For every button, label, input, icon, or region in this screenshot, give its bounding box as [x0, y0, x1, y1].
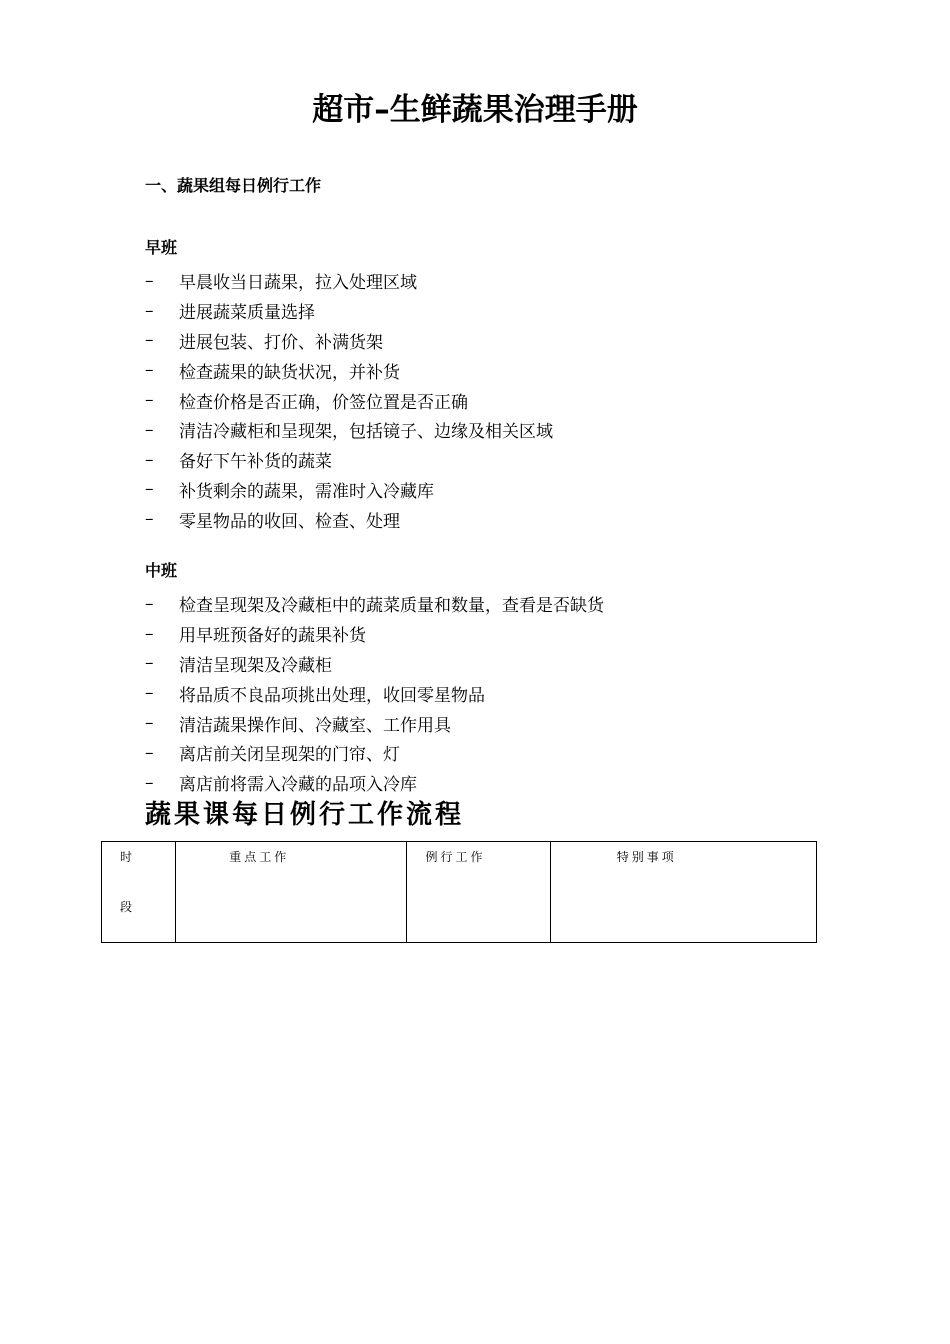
bullet-dash: – — [145, 742, 154, 763]
list-item — [145, 475, 845, 505]
workflow-table — [101, 841, 817, 943]
task-text: 进展蔬菜质量选择 — [179, 303, 315, 324]
task-text: 检查呈现架及冷藏柜中的蔬菜质量和数量，查看是否缺货 — [179, 596, 604, 617]
bullet-dash: – — [145, 653, 154, 674]
middle-task-list — [145, 589, 845, 798]
section-heading-daily-routine: 一、蔬果组每日例行工作 — [145, 176, 322, 195]
list-item — [145, 296, 845, 326]
list-item — [145, 738, 845, 768]
task-text: 检查价格是否正确，价签位置是否正确 — [179, 392, 468, 413]
task-text: 清洁冷藏柜和呈现架，包括镜子、边缘及相关区域 — [179, 422, 553, 443]
list-item — [145, 445, 845, 475]
task-text: 备好下午补货的蔬菜 — [179, 452, 332, 473]
period-char: 段 — [120, 900, 136, 914]
list-item — [145, 708, 845, 738]
morning-task-list — [145, 266, 845, 534]
header-routine-work: 例行工作 — [407, 842, 550, 943]
header-key-work: 重点工作 — [176, 842, 407, 943]
middle-shift-section — [145, 559, 845, 798]
header-period — [102, 842, 176, 943]
bullet-dash: – — [145, 683, 154, 704]
bullet-dash: – — [145, 509, 154, 530]
task-text: 检查蔬果的缺货状况，并补货 — [179, 362, 400, 383]
document-title: 超市–生鲜蔬果治理手册 — [312, 92, 638, 128]
list-item — [145, 768, 845, 798]
list-item — [145, 326, 845, 356]
bullet-dash: – — [145, 479, 154, 500]
list-item — [145, 504, 845, 534]
list-item — [145, 355, 845, 385]
bullet-dash: – — [145, 449, 154, 470]
morning-shift-title: 早班 — [145, 238, 178, 257]
bullet-dash: – — [145, 300, 154, 321]
middle-shift-title: 中班 — [145, 561, 178, 580]
table-row — [102, 842, 817, 943]
bullet-dash: – — [145, 360, 154, 381]
task-text: 零星物品的收回、检查、处理 — [179, 511, 400, 532]
bullet-dash: – — [145, 593, 154, 614]
task-text: 清洁蔬果操作间、冷藏室、工作用具 — [179, 715, 451, 736]
bullet-dash: – — [145, 713, 154, 734]
bullet-dash: – — [145, 419, 154, 440]
task-text: 补货剩余的蔬果，需准时入冷藏库 — [179, 481, 434, 502]
task-text: 清洁呈现架及冷藏柜 — [179, 655, 332, 676]
task-text: 早晨收当日蔬果，拉入处理区域 — [179, 273, 417, 294]
list-item — [145, 619, 845, 649]
list-item — [145, 385, 845, 415]
bullet-dash: – — [145, 390, 154, 411]
task-text: 离店前将需入冷藏的品项入冷库 — [179, 775, 417, 796]
bullet-dash: – — [145, 330, 154, 351]
bullet-dash: – — [145, 623, 154, 644]
task-text: 进展包装、打价、补满货架 — [179, 332, 383, 353]
bullet-dash: – — [145, 270, 154, 291]
list-item — [145, 649, 845, 679]
bullet-dash: – — [145, 772, 154, 793]
task-text: 离店前关闭呈现架的门帘、灯 — [179, 745, 400, 766]
task-text: 用早班预备好的蔬果补货 — [179, 626, 366, 647]
list-item — [145, 678, 845, 708]
morning-shift-section — [145, 236, 845, 534]
list-item — [145, 415, 845, 445]
list-item — [145, 266, 845, 296]
header-special-items: 特别事项 — [550, 842, 816, 943]
period-char: 时 — [120, 850, 136, 864]
list-item — [145, 589, 845, 619]
workflow-title: 蔬果课每日例行工作流程 — [145, 800, 465, 830]
task-text: 将品质不良品项挑出处理，收回零星物品 — [179, 685, 485, 706]
